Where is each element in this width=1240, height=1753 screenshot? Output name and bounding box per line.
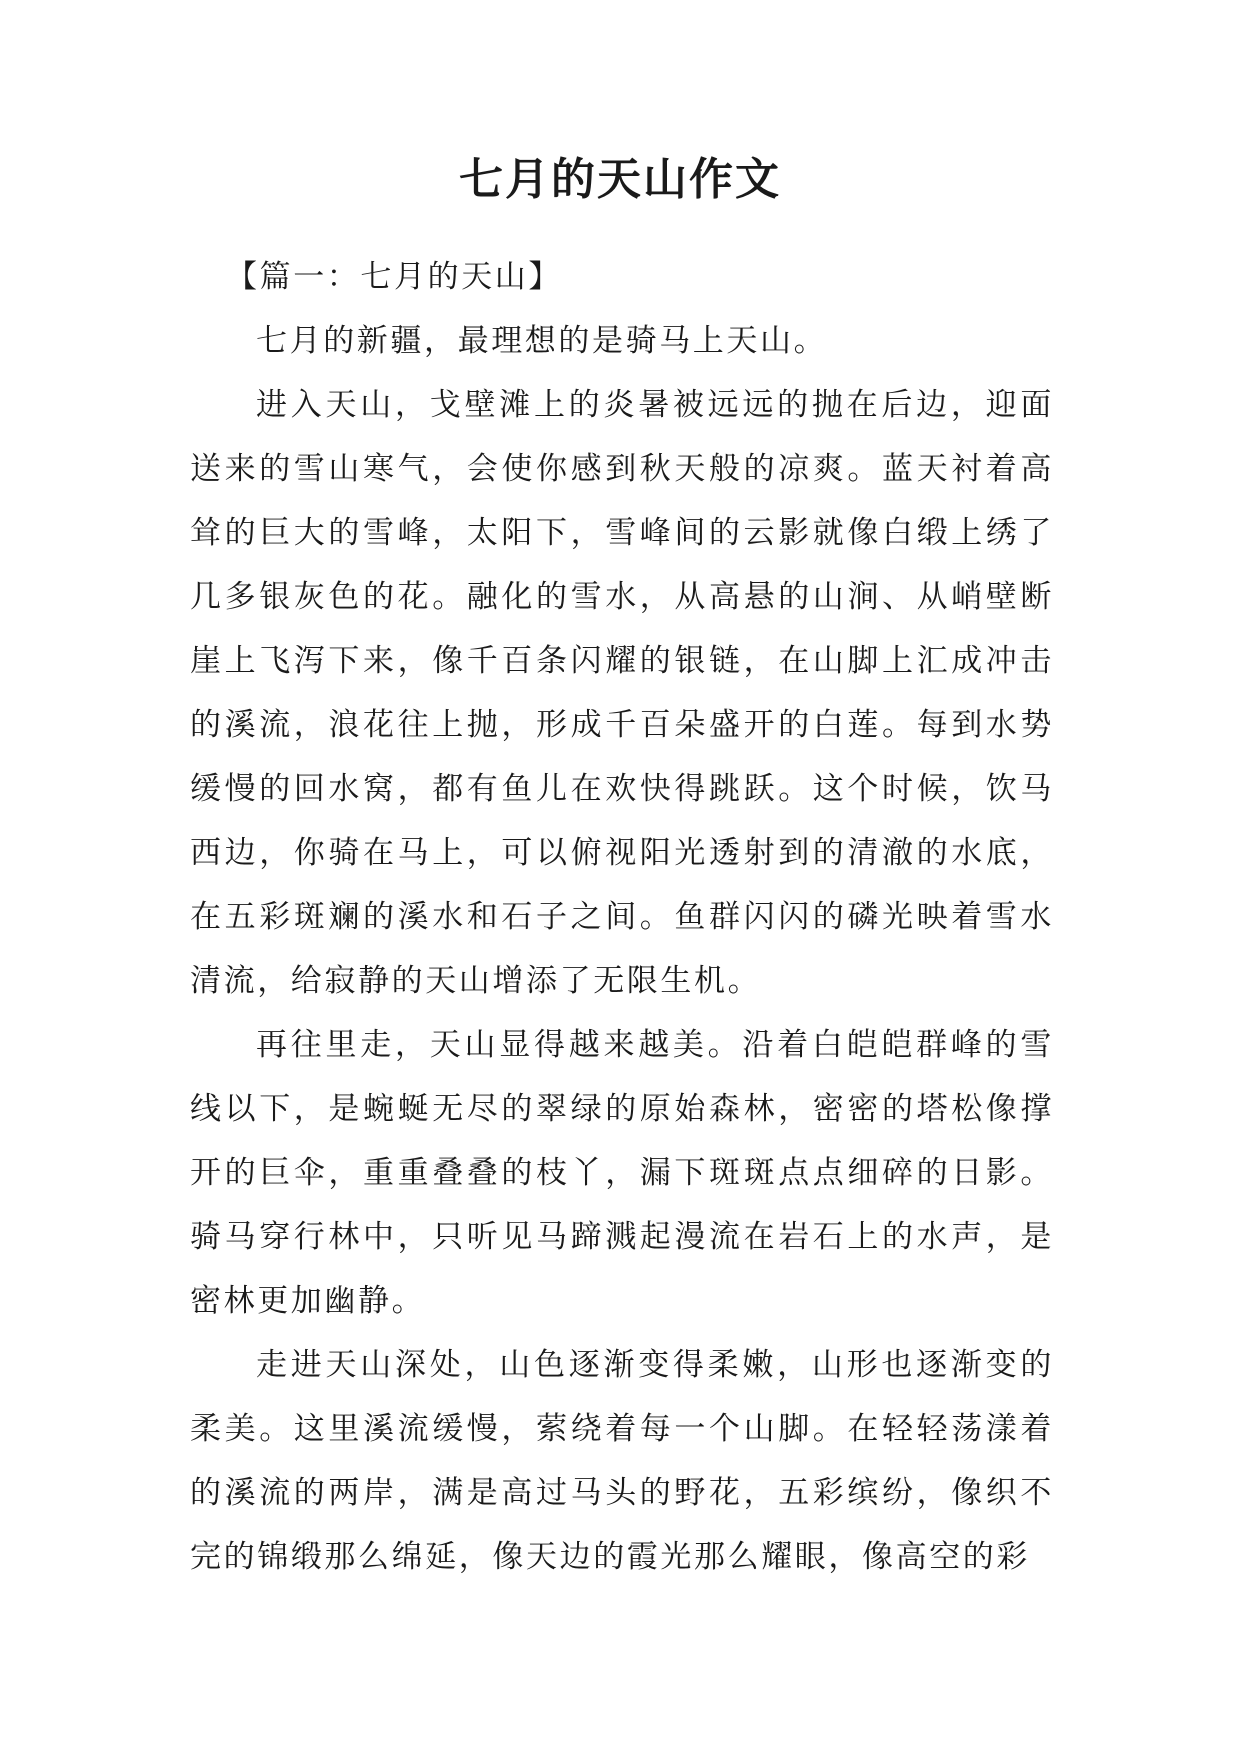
paragraph: 走进天山深处，山色逐渐变得柔嫩，山形也逐渐变的柔美。这里溪流缓慢，萦绕着每一个山脚。在轻轻荡漾着的溪流的两岸，满是高过马头的野花，五彩缤纷，像织不完的锦缎那么绵延，像天边的霞光那么耀眼，像高空的彩: [190, 1347, 1054, 1575]
document-body: [190, 245, 1054, 1589]
section-heading: 【篇一：七月的天山】: [226, 259, 562, 295]
paragraph: 进入天山，戈壁滩上的炎暑被远远的抛在后边，迎面送来的雪山寒气，会使你感到秋天般的凉爽。蓝天衬着高耸的巨大的雪峰，太阳下，雪峰间的云影就像白缎上绣了几多银灰色的花。融化的雪水，从高悬的山涧、从峭壁断崖上飞泻下来，像千百条闪耀的银链，在山脚上汇成冲击的溪流，浪花往上抛，形成千百朵盛开的白莲。每到水势缓慢的回水窝，都有鱼儿在欢快得跳跃。这个时候，饮马西边，你骑在马上，可以俯视阳光透射到的清澈的水底，在五彩斑斓的溪水和石子之间。鱼群闪闪的磷光映着雪水清流，给寂静的天山增添了无限生机。: [190, 387, 1054, 999]
document-title: 七月的天山作文: [459, 154, 781, 205]
paragraph: 再往里走，天山显得越来越美。沿着白皑皑群峰的雪线以下，是蜿蜒无尽的翠绿的原始森林，密密的塔松像撑开的巨伞，重重叠叠的枝丫，漏下斑斑点点细碎的日影。骑马穿行林中，只听见马蹄溅起漫流在岩石上的水声，是密林更加幽静。: [190, 1027, 1054, 1319]
paragraph: 七月的新疆，最理想的是骑马上天山。: [256, 323, 828, 359]
